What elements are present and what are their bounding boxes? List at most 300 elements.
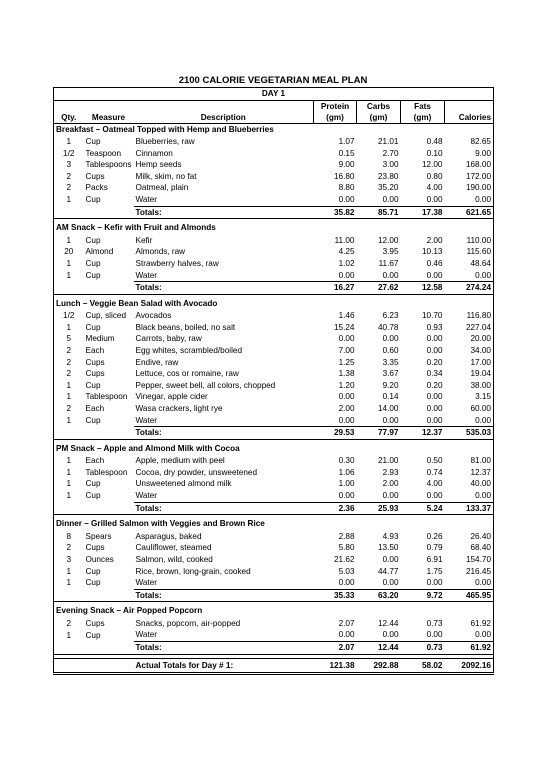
item-protein: 8.80 <box>338 183 355 193</box>
item-fats: 0.00 <box>426 346 443 355</box>
totals-label: Totals: <box>134 282 314 295</box>
item-fats: 0.74 <box>426 467 443 477</box>
item-qty: 1 <box>54 415 84 427</box>
meal-section-header <box>54 518 494 531</box>
item-fats: 1.75 <box>426 566 443 576</box>
food-row <box>54 577 494 589</box>
item-carbs: 40.78 <box>378 322 399 332</box>
item-calories: 60.00 <box>445 403 494 415</box>
totals-fats: 5.24 <box>401 502 445 515</box>
item-measure: Cup <box>85 415 101 425</box>
item-measure: Cups <box>85 357 105 367</box>
item-measure: Cups <box>85 543 105 553</box>
item-measure: Tablespoon <box>85 467 128 477</box>
item-protein: 0.00 <box>338 491 355 501</box>
item-qty: 1 <box>54 235 84 247</box>
meal-title: Lunch – Veggie Bean Salad with Avocado <box>54 298 494 311</box>
item-description: Blueberries, raw <box>135 137 195 147</box>
food-row <box>54 554 494 566</box>
item-description: Endive, raw <box>135 357 179 367</box>
item-description: Asparagus, baked <box>135 531 202 541</box>
item-fats: 0.00 <box>426 491 443 501</box>
item-measure: Cups <box>85 618 105 628</box>
item-measure: Each <box>85 346 105 355</box>
food-row <box>54 136 494 148</box>
item-calories: 0.00 <box>445 629 494 641</box>
item-measure: Each <box>85 403 105 413</box>
item-qty: 1/2 <box>54 310 84 322</box>
item-protein: 5.03 <box>338 566 355 576</box>
item-description: Vinegar, apple cider <box>135 392 208 402</box>
food-row <box>54 258 494 270</box>
item-description: Water <box>135 578 158 588</box>
totals-calories: 61.92 <box>445 641 494 654</box>
totals-carbs: 27.62 <box>357 282 401 295</box>
item-qty: 1 <box>54 467 84 479</box>
totals-spacer <box>54 206 84 219</box>
food-row <box>54 380 494 392</box>
item-protein: 1.02 <box>338 258 355 268</box>
item-measure: Cups <box>85 369 105 379</box>
item-carbs: 21.01 <box>378 137 399 147</box>
item-fats: 0.00 <box>426 415 443 425</box>
item-qty: 1 <box>54 566 84 578</box>
item-qty: 1 <box>54 136 84 148</box>
item-protein: 1.25 <box>338 357 355 367</box>
grand-total-carbs: 292.88 <box>357 658 401 673</box>
food-row <box>54 455 494 467</box>
totals-spacer <box>84 502 134 515</box>
totals-spacer <box>84 427 134 440</box>
item-fats: 0.00 <box>426 392 443 402</box>
item-fats: 2.00 <box>426 235 443 245</box>
item-carbs: 0.00 <box>382 195 399 205</box>
measure-header: Measure <box>84 112 134 124</box>
meal-totals-row <box>54 502 494 515</box>
item-description: Avocados <box>135 311 172 321</box>
item-fats: 6.91 <box>426 554 443 564</box>
item-carbs: 6.23 <box>382 311 399 321</box>
item-qty: 1 <box>54 270 84 282</box>
item-measure: Tablespoon <box>85 392 128 402</box>
item-calories: 34.00 <box>445 345 494 357</box>
item-carbs: 14.00 <box>378 403 399 413</box>
item-protein: 1.06 <box>338 467 355 477</box>
item-fats: 0.00 <box>426 630 443 640</box>
totals-protein: 16.27 <box>314 282 357 295</box>
totals-protein: 35.82 <box>314 206 357 219</box>
item-fats: 0.20 <box>426 357 443 367</box>
item-fats: 0.00 <box>426 334 443 344</box>
item-calories: 0.00 <box>445 577 494 589</box>
item-qty: 1 <box>54 322 84 334</box>
item-measure: Cup <box>85 491 101 501</box>
item-fats: 0.50 <box>426 456 443 466</box>
item-description: Milk, skim, no fat <box>135 171 197 181</box>
item-calories: 172.00 <box>445 171 494 183</box>
item-calories: 38.00 <box>445 380 494 392</box>
item-protein: 1.38 <box>338 369 355 379</box>
item-carbs: 23.80 <box>378 171 399 181</box>
totals-carbs: 12.44 <box>357 641 401 654</box>
food-row <box>54 357 494 369</box>
item-fats: 0.93 <box>426 322 443 332</box>
item-qty: 2 <box>54 357 84 369</box>
day-grand-total-row <box>54 658 494 673</box>
item-qty: 2 <box>54 345 84 357</box>
grand-total-calories: 2092.16 <box>445 658 494 673</box>
item-description: Rice, brown, long-grain, cooked <box>135 566 251 576</box>
food-row <box>54 531 494 543</box>
totals-spacer <box>54 502 84 515</box>
item-fats: 0.34 <box>426 369 443 379</box>
item-qty: 1 <box>54 455 84 467</box>
food-row <box>54 403 494 415</box>
page-title: 2100 CALORIE VEGETARIAN MEAL PLAN <box>178 75 368 86</box>
item-protein: 0.00 <box>338 392 355 402</box>
totals-spacer <box>54 589 84 602</box>
item-carbs: 12.00 <box>378 235 399 245</box>
item-measure: Cup <box>85 195 101 205</box>
item-carbs: 0.00 <box>382 415 399 425</box>
totals-calories: 465.95 <box>445 589 494 602</box>
item-qty: 5 <box>54 333 84 345</box>
item-measure: Medium <box>85 334 115 344</box>
item-measure: Cup <box>85 258 101 268</box>
item-fats: 0.00 <box>426 578 443 588</box>
item-fats: 0.00 <box>426 195 443 205</box>
item-description: Unsweetened almond milk <box>135 479 232 489</box>
item-measure: Teaspoon <box>85 148 122 158</box>
totals-fats: 12.58 <box>401 282 445 295</box>
item-fats: 0.80 <box>426 171 443 181</box>
item-measure: Packs <box>85 183 108 193</box>
meal-totals-row <box>54 282 494 295</box>
item-fats: 0.10 <box>426 148 443 158</box>
food-row <box>54 618 494 630</box>
item-protein: 2.00 <box>338 403 355 413</box>
item-fats: 10.70 <box>422 311 443 321</box>
meal-section-header <box>54 443 494 456</box>
item-carbs: 2.00 <box>382 479 399 489</box>
item-measure: Almond <box>85 247 114 257</box>
totals-spacer <box>54 282 84 295</box>
totals-fats: 17.38 <box>401 206 445 219</box>
meal-totals-row <box>54 206 494 219</box>
item-calories: 40.00 <box>445 478 494 490</box>
food-row <box>54 182 494 194</box>
item-description: Cauliflower, steamed <box>135 543 212 553</box>
item-qty: 2 <box>54 368 84 380</box>
item-fats: 4.00 <box>426 479 443 489</box>
carbs-header: Carbs <box>357 100 401 112</box>
item-description: Water <box>135 195 158 205</box>
item-description: Oatmeal, plain <box>135 183 189 193</box>
item-qty: 1 <box>54 380 84 392</box>
fats-unit: (gm) <box>401 112 445 124</box>
totals-label: Totals: <box>134 589 314 602</box>
item-description: Kefir <box>135 235 153 245</box>
item-calories: 68.40 <box>445 542 494 554</box>
item-measure: Cup <box>85 235 101 245</box>
item-calories: 216.45 <box>445 566 494 578</box>
food-row <box>54 194 494 206</box>
food-row <box>54 171 494 183</box>
item-calories: 48.64 <box>445 258 494 270</box>
item-qty: 8 <box>54 531 84 543</box>
grand-spacer <box>84 658 134 673</box>
item-description: Water <box>135 630 158 640</box>
item-carbs: 44.77 <box>378 566 399 576</box>
meal-title: PM Snack – Apple and Almond Milk with Cocoa <box>54 443 494 456</box>
grand-total-fats: 58.02 <box>401 658 445 673</box>
totals-spacer <box>54 427 84 440</box>
item-measure: Cup <box>85 479 101 489</box>
item-fats: 0.26 <box>426 531 443 541</box>
item-measure: Cups <box>85 171 105 181</box>
description-header: Description <box>134 112 314 124</box>
item-qty: 2 <box>54 542 84 554</box>
totals-protein: 2.07 <box>314 641 357 654</box>
item-protein: 0.00 <box>338 578 355 588</box>
item-fats: 0.00 <box>426 403 443 413</box>
item-qty: 2 <box>54 171 84 183</box>
meal-plan-table <box>53 87 494 675</box>
totals-protein: 35.33 <box>314 589 357 602</box>
item-protein: 0.30 <box>338 456 355 466</box>
item-measure: Cup, sliced <box>85 311 127 321</box>
totals-label: Totals: <box>134 502 314 515</box>
item-carbs: 2.93 <box>382 467 399 477</box>
item-calories: 227.04 <box>445 322 494 334</box>
item-protein: 0.00 <box>338 334 355 344</box>
meal-totals-row <box>54 427 494 440</box>
item-fats: 10.13 <box>422 247 443 257</box>
item-protein: 0.00 <box>338 415 355 425</box>
item-calories: 190.00 <box>445 182 494 194</box>
meal-title: Dinner – Grilled Salmon with Veggies and Brown Rice <box>54 518 494 531</box>
totals-calories: 133.37 <box>445 502 494 515</box>
item-fats: 0.79 <box>426 543 443 553</box>
item-carbs: 35.20 <box>378 183 399 193</box>
item-fats: 0.73 <box>426 618 443 628</box>
item-description: Water <box>135 491 158 501</box>
totals-label: Totals: <box>134 206 314 219</box>
item-qty: 2 <box>54 618 84 630</box>
item-description: Cocoa, dry powder, unsweetened <box>135 467 258 477</box>
food-row <box>54 333 494 345</box>
grand-spacer <box>54 658 84 673</box>
item-carbs: 4.93 <box>382 531 399 541</box>
item-calories: 154.70 <box>445 554 494 566</box>
item-qty: 1 <box>54 194 84 206</box>
item-carbs: 13.50 <box>378 543 399 553</box>
food-row <box>54 566 494 578</box>
item-protein: 21.62 <box>334 554 355 564</box>
item-description: Pepper, sweet bell, all colors, chopped <box>135 380 276 390</box>
item-qty: 2 <box>54 182 84 194</box>
calories-header: Calories <box>445 112 494 124</box>
totals-calories: 274.24 <box>445 282 494 295</box>
item-protein: 1.46 <box>338 311 355 321</box>
food-row <box>54 391 494 403</box>
food-row <box>54 490 494 502</box>
item-protein: 0.15 <box>338 148 355 158</box>
totals-spacer <box>84 206 134 219</box>
food-row <box>54 542 494 554</box>
item-carbs: 0.14 <box>382 392 399 402</box>
item-qty: 1/2 <box>54 148 84 160</box>
item-carbs: 21.00 <box>378 456 399 466</box>
item-measure: Cup <box>85 566 101 576</box>
item-fats: 12.00 <box>422 160 443 170</box>
food-row <box>54 159 494 171</box>
item-carbs: 3.67 <box>382 369 399 379</box>
totals-carbs: 85.71 <box>357 206 401 219</box>
item-calories: 81.00 <box>445 455 494 467</box>
meal-section-header <box>54 123 494 136</box>
item-protein: 1.07 <box>338 137 355 147</box>
item-fats: 0.20 <box>426 380 443 390</box>
item-carbs: 0.00 <box>382 554 399 564</box>
item-measure: Cup <box>85 578 101 588</box>
item-qty: 1 <box>54 490 84 502</box>
totals-carbs: 77.97 <box>357 427 401 440</box>
item-carbs: 0.00 <box>382 578 399 588</box>
item-protein: 0.00 <box>338 195 355 205</box>
item-protein: 16.80 <box>334 171 355 181</box>
meal-title: Evening Snack – Air Popped Popcorn <box>54 605 494 618</box>
item-description: Strawberry halves, raw <box>135 258 219 268</box>
item-measure: Cup <box>85 270 101 280</box>
grand-total-label: Actual Totals for Day # 1: <box>134 658 314 673</box>
totals-carbs: 63.20 <box>357 589 401 602</box>
item-carbs: 11.67 <box>378 258 399 268</box>
item-protein: 11.00 <box>334 235 355 245</box>
totals-fats: 9.72 <box>401 589 445 602</box>
food-row <box>54 322 494 334</box>
item-fats: 4.00 <box>426 183 443 193</box>
item-calories: 9.00 <box>445 148 494 160</box>
food-row <box>54 415 494 427</box>
item-fats: 0.46 <box>426 258 443 268</box>
item-protein: 4.25 <box>338 247 355 257</box>
item-fats: 0.48 <box>426 137 443 147</box>
item-carbs: 3.95 <box>382 247 399 257</box>
grand-total-protein: 121.38 <box>314 658 357 673</box>
item-measure: Spears <box>85 531 112 541</box>
item-measure: Cup <box>85 380 101 390</box>
meal-section-header <box>54 298 494 311</box>
item-calories: 20.00 <box>445 333 494 345</box>
item-calories: 168.00 <box>445 159 494 171</box>
meal-totals-row <box>54 641 494 654</box>
food-row <box>54 310 494 322</box>
item-qty: 1 <box>54 258 84 270</box>
item-carbs: 3.00 <box>382 160 399 170</box>
item-carbs: 0.00 <box>382 270 399 280</box>
food-row <box>54 629 494 641</box>
item-carbs: 3.35 <box>382 357 399 367</box>
item-carbs: 0.60 <box>382 346 399 355</box>
item-fats: 0.00 <box>426 270 443 280</box>
item-measure: Each <box>85 456 105 466</box>
item-calories: 0.00 <box>445 194 494 206</box>
food-row <box>54 246 494 258</box>
item-measure: Cup <box>85 137 101 147</box>
food-row <box>54 478 494 490</box>
meal-title: Breakfast – Oatmeal Topped with Hemp and Blueberries <box>54 123 494 136</box>
meal-totals-row <box>54 589 494 602</box>
item-protein: 0.00 <box>338 270 355 280</box>
item-qty: 2 <box>54 403 84 415</box>
item-description: Apple, medium with peel <box>135 456 225 466</box>
totals-protein: 2.36 <box>314 502 357 515</box>
totals-protein: 29.53 <box>314 427 357 440</box>
item-calories: 82.65 <box>445 136 494 148</box>
protein-header: Protein <box>314 100 357 112</box>
protein-unit: (gm) <box>314 112 357 124</box>
item-carbs: 2.70 <box>382 148 399 158</box>
item-protein: 9.00 <box>338 160 355 170</box>
item-description: Wasa crackers, light rye <box>135 403 223 413</box>
item-calories: 0.00 <box>445 490 494 502</box>
item-description: Cinnamon <box>135 148 173 158</box>
item-carbs: 0.00 <box>382 630 399 640</box>
item-calories: 3.15 <box>445 391 494 403</box>
item-calories: 19.04 <box>445 368 494 380</box>
meal-plan-document <box>53 74 493 675</box>
item-protein: 7.00 <box>338 346 355 355</box>
item-qty: 1 <box>54 629 84 641</box>
item-protein: 1.20 <box>338 380 355 390</box>
day-label: DAY 1 <box>54 88 494 101</box>
item-description: Hemp seeds <box>135 160 182 170</box>
item-calories: 0.00 <box>445 270 494 282</box>
item-calories: 12.37 <box>445 467 494 479</box>
item-calories: 0.00 <box>445 415 494 427</box>
item-description: Lettuce, cos or romaine, raw <box>135 369 239 379</box>
item-carbs: 0.00 <box>382 334 399 344</box>
item-qty: 1 <box>54 577 84 589</box>
item-protein: 2.07 <box>338 618 355 628</box>
item-description: Egg whites, scrambled/boiled <box>135 346 242 355</box>
totals-label: Totals: <box>134 641 314 654</box>
food-row <box>54 368 494 380</box>
totals-fats: 0.73 <box>401 641 445 654</box>
totals-calories: 535.03 <box>445 427 494 440</box>
item-measure: Cup <box>85 322 101 332</box>
meal-section-header <box>54 222 494 235</box>
item-qty: 20 <box>54 246 84 258</box>
item-calories: 17.00 <box>445 357 494 369</box>
totals-calories: 621.65 <box>445 206 494 219</box>
item-qty: 1 <box>54 391 84 403</box>
totals-spacer <box>54 641 84 654</box>
food-row <box>54 467 494 479</box>
item-protein: 5.80 <box>338 543 355 553</box>
item-description: Water <box>135 270 158 280</box>
meal-section-header <box>54 605 494 618</box>
meal-title: AM Snack – Kefir with Fruit and Almonds <box>54 222 494 235</box>
item-qty: 1 <box>54 478 84 490</box>
item-carbs: 12.44 <box>378 618 399 628</box>
item-qty: 3 <box>54 159 84 171</box>
totals-carbs: 25.93 <box>357 502 401 515</box>
totals-spacer <box>84 589 134 602</box>
item-measure: Cup <box>85 630 101 640</box>
item-measure: Tablespoons <box>85 160 132 170</box>
